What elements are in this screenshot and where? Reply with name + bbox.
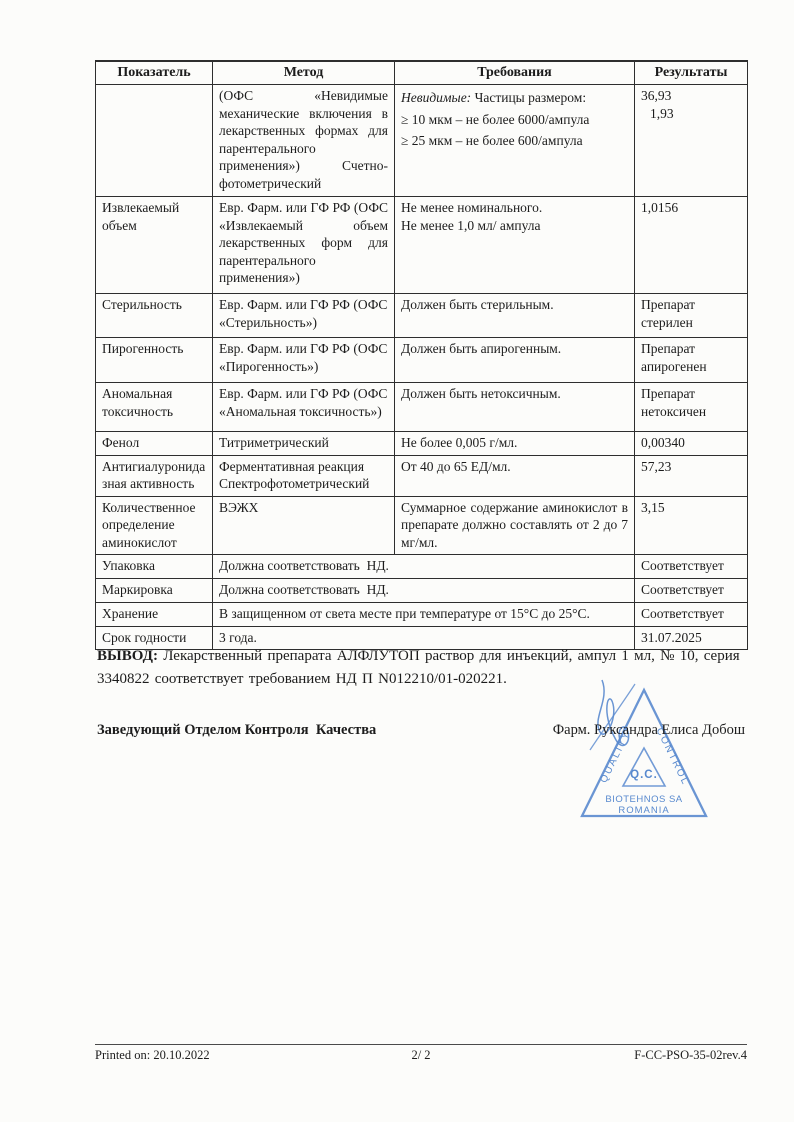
requirement-line <box>401 87 628 108</box>
cell-indicator <box>96 85 213 197</box>
conclusion-label: ВЫВОД: <box>97 648 158 664</box>
conclusion-text: Лекарственный препарата АЛФЛУТОП раствор для инъекций, ампул 1 мл, № 10, серия 3340822 соответствует требованием НД П N012210/01-020221. <box>97 648 740 688</box>
cell-result: Соответствует <box>635 555 748 579</box>
cell-requirements: От 40 до 65 ЕД/мл. <box>395 455 635 496</box>
table-row-packaging <box>96 555 748 579</box>
table-row-sterility <box>96 294 748 338</box>
cell-indicator: Срок годности <box>96 626 213 650</box>
table-row-phenol <box>96 432 748 456</box>
qc-results-table <box>95 60 748 650</box>
table-row-abnormal-toxicity <box>96 383 748 432</box>
cell-indicator: Пирогенность <box>96 338 213 383</box>
cell-indicator: Количественное определение аминокислот <box>96 496 213 555</box>
requirement-emphasis: Невидимые: <box>401 90 472 106</box>
table-row-antihyaluronidase-activity <box>96 455 748 496</box>
cell-result <box>635 85 748 197</box>
stamp-org-text: BIOTEHNOS SA <box>605 794 683 805</box>
col-header-results: Результаты <box>635 61 748 85</box>
cell-result: 31.07.2025 <box>635 626 748 650</box>
result-value: 36,93 <box>641 88 672 104</box>
cell-result: Препарат стерилен <box>635 294 748 338</box>
footer-divider <box>95 1044 747 1045</box>
stamp-control-text: CONTROL <box>653 726 691 788</box>
signatory-name: Фарм. Руксандра Елиса Добош <box>552 722 745 738</box>
cell-result: 0,00340 <box>635 432 748 456</box>
cell-method: Евр. Фарм. или ГФ РФ (ОФС «Извлекаемый объем лекарственных форм для парентерального применения») <box>213 197 395 294</box>
cell-indicator: Стерильность <box>96 294 213 338</box>
printed-on-label: Printed on: 20.10.2022 <box>95 1048 210 1062</box>
cell-requirement-merged: Должна соответствовать НД. <box>213 579 635 603</box>
signatory-title: Заведующий Отделом Контроля Качества <box>97 722 377 738</box>
cell-result: Препарат нетоксичен <box>635 383 748 432</box>
table-header-row <box>96 61 748 85</box>
requirement-line: Не менее 1,0 мл/ ампула <box>401 217 541 233</box>
cell-requirements <box>395 85 635 197</box>
cell-indicator: Маркировка <box>96 579 213 603</box>
result-value: 1,93 <box>650 105 674 121</box>
page-number: 2/ 2 <box>411 1048 431 1062</box>
cell-result: Препарат апирогенен <box>635 338 748 383</box>
cell-method: Евр. Фарм. или ГФ РФ (ОФС «Стерильность») <box>213 294 395 338</box>
cell-indicator: Хранение <box>96 602 213 626</box>
cell-requirements: Должен быть нетоксичным. <box>395 383 635 432</box>
qc-stamp <box>572 676 714 828</box>
cell-method: Титриметрический <box>213 432 395 456</box>
cell-result: Соответствует <box>635 602 748 626</box>
stamp-quality-text: QUALITY <box>598 728 634 785</box>
page-footer <box>95 1048 747 1063</box>
cell-method: Ферментативная реакция Спектрофотометрический <box>213 455 395 496</box>
cell-requirements: Должен быть стерильным. <box>395 294 635 338</box>
cell-result: 57,23 <box>635 455 748 496</box>
table-row-extractable-volume <box>96 197 748 294</box>
form-code: F-CC-PSO-35-02rev.4 <box>634 1048 747 1062</box>
table-row-invisible-particles <box>96 85 748 197</box>
cell-requirements: Не более 0,005 г/мл. <box>395 432 635 456</box>
cell-indicator: Упаковка <box>96 555 213 579</box>
table-row-storage <box>96 602 748 626</box>
cell-indicator: Аномальная токсичность <box>96 383 213 432</box>
cell-requirement-merged: В защищенном от света месте при температуре от 15°С до 25°С. <box>213 602 635 626</box>
cell-requirement-merged: Должна соответствовать НД. <box>213 555 635 579</box>
cell-requirement-merged: 3 года. <box>213 626 635 650</box>
cell-method: ВЭЖХ <box>213 496 395 555</box>
col-header-indicator: Показатель <box>96 61 213 85</box>
stamp-qc-text: Q.C. <box>630 769 658 781</box>
cell-result: 3,15 <box>635 496 748 555</box>
cell-requirements: Должен быть апирогенным. <box>395 338 635 383</box>
table-row-pyrogenicity <box>96 338 748 383</box>
cell-method: Евр. Фарм. или ГФ РФ (ОФС «Аномальная токсичность») <box>213 383 395 432</box>
cell-requirements: Суммарное содержание аминокислот в препарате должно составлять от 2 до 7 мг/мл. <box>395 496 635 555</box>
cell-indicator: Фенол <box>96 432 213 456</box>
cell-method: (ОФС «Невидимые механические включения в лекарственных формах для парентерального применения») Счетно-фотометрический <box>213 85 395 197</box>
stamp-country-text: ROMANIA <box>618 805 670 816</box>
cell-method: Евр. Фарм. или ГФ РФ (ОФС «Пирогенность») <box>213 338 395 383</box>
table-row-amino-acid-quantification <box>96 496 748 555</box>
cell-requirements <box>395 197 635 294</box>
requirement-line: ≥ 10 мкм – не более 6000/ампула <box>401 111 590 127</box>
signature-block <box>97 722 745 739</box>
cell-indicator: Антигиалуронидазная активность <box>96 455 213 496</box>
requirement-intro: Частицы размером: <box>474 90 587 106</box>
col-header-requirements: Требования <box>395 61 635 85</box>
cell-result: Соответствует <box>635 579 748 603</box>
cell-result: 1,0156 <box>635 197 748 294</box>
requirement-line: ≥ 25 мкм – не более 600/ампула <box>401 132 583 148</box>
table-row-labeling <box>96 579 748 603</box>
cell-indicator: Извлекаемый объем <box>96 197 213 294</box>
requirement-line: Не менее номинального. <box>401 200 543 216</box>
col-header-method: Метод <box>213 61 395 85</box>
